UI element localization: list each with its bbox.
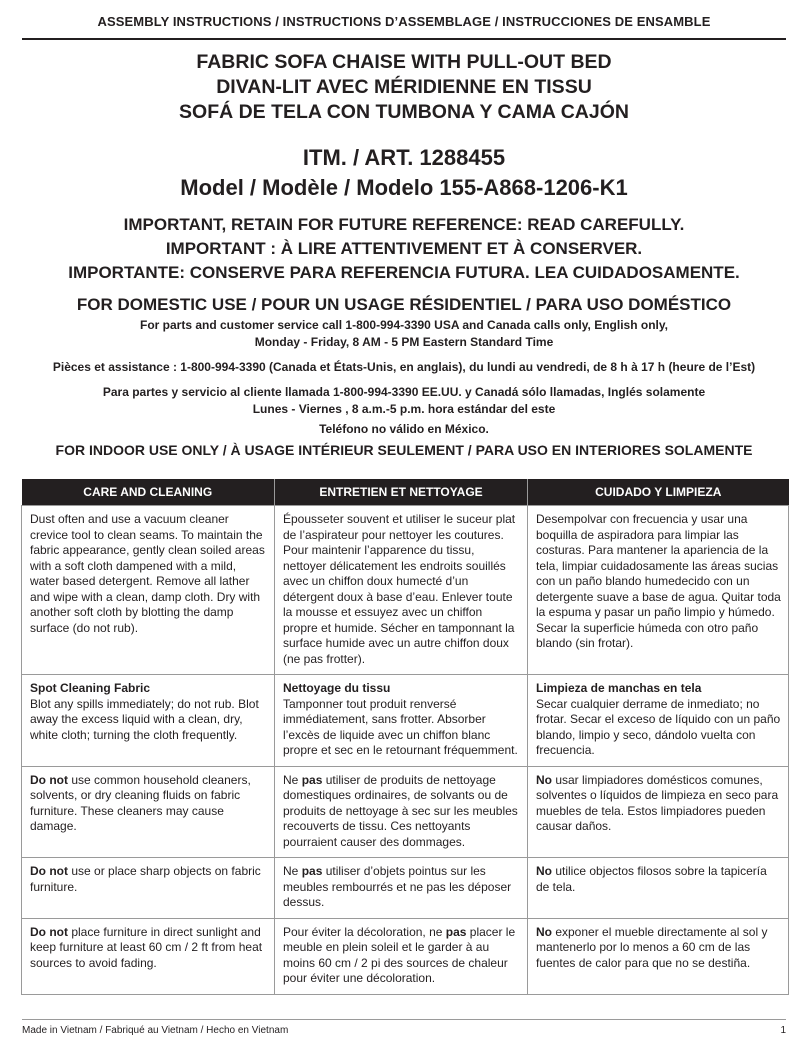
document-header: ASSEMBLY INSTRUCTIONS / INSTRUCTIONS D’ASSEMBLAGE / INSTRUCCIONES DE ENSAMBLE — [97, 14, 711, 29]
cell-text: use or place sharp objects on fabric furniture. — [30, 864, 261, 894]
table-cell-fr — [275, 918, 528, 994]
table-row — [22, 918, 789, 994]
cell-emphasis: No — [536, 864, 552, 878]
cell-text: Tamponner tout produit renversé immédiatement, sans frotter. Absorber l’excès de liquide avec un chiffon blanc propre et sec en le retournant fréquemment. — [283, 696, 518, 757]
product-titles — [20, 50, 788, 125]
important-spanish: IMPORTANTE: CONSERVE PARA REFERENCIA FUTURA. LEA CUIDADOSAMENTE. — [68, 263, 740, 282]
cell-emphasis: Do not — [30, 924, 68, 939]
cell-prefix: Pour éviter la décoloration, ne — [283, 924, 446, 939]
item-number: ITM. / ART. 1288455 — [302, 145, 506, 170]
cell-text: exponer el mueble directamente al sol y mantenerlo por lo menos a 60 cm de las fuentes de calor para que no se destiña. — [536, 924, 768, 970]
table-cell-fr — [275, 675, 528, 767]
cell-emphasis: No — [536, 924, 552, 939]
cell-heading: Spot Cleaning Fabric — [30, 681, 151, 695]
page-number: 1 — [780, 1025, 786, 1036]
table-cell-fr — [275, 766, 528, 858]
important-english: IMPORTANT, RETAIN FOR FUTURE REFERENCE: READ CAREFULLY. — [123, 215, 685, 234]
column-header-english: CARE AND CLEANING — [22, 479, 275, 506]
customer-service-info — [20, 317, 788, 438]
cell-text: utiliser d’objets pointus sur les meubles rembourrés et ne pas les déposer dessus. — [283, 864, 512, 909]
contact-spanish-line-2: Lunes - Viernes , 8 a.m.-5 p.m. hora estándar del este — [252, 402, 556, 416]
title-french: DIVAN-LIT AVEC MÉRIDIENNE EN TISSU — [216, 76, 592, 98]
table-cell-fr — [275, 506, 528, 675]
table-cell-es — [528, 918, 789, 994]
table-cell-en — [22, 858, 275, 919]
table-cell-en — [22, 675, 275, 767]
model-number: Model / Modèle / Modelo 155-A868-1206-K1 — [180, 175, 628, 200]
table-cell-es — [528, 766, 789, 858]
cell-emphasis: pas — [445, 924, 467, 939]
country-of-origin: Made in Vietnam / Fabriqué au Vietnam / Hecho en Vietnam — [22, 1025, 289, 1036]
cell-heading: Limpieza de manchas en tela — [536, 681, 702, 695]
cell-text: place furniture in direct sunlight and keep furniture at least 60 cm / 2 ft from heat sources to avoid fading. — [30, 924, 263, 970]
cell-emphasis: Do not — [30, 864, 68, 878]
cell-emphasis: No — [536, 772, 552, 787]
cell-text: use common household cleaners, solvents, or dry cleaning fluids on fabric furniture. These cleaners may cause damage. — [30, 772, 251, 833]
item-info — [20, 143, 788, 203]
table-row — [22, 766, 789, 858]
important-french: IMPORTANT : À LIRE ATTENTIVEMENT ET À CONSERVER. — [165, 239, 643, 258]
contact-english-line-1: For parts and customer service call 1-800-994-3390 USA and Canada calls only, English only, — [140, 318, 668, 332]
contact-spanish-line-3: Teléfono no válido en México. — [319, 422, 489, 436]
important-notice — [20, 213, 788, 317]
cell-prefix: Ne — [283, 772, 302, 787]
cell-text: Secar cualquier derrame de inmediato; no frotar. Secar el exceso de líquido con un paño blando, limpio y seco, dándolo vuelta con frecuencia. — [536, 696, 781, 757]
domestic-use-notice: FOR DOMESTIC USE / POUR UN USAGE RÉSIDENTIEL / PARA USO DOMÉSTICO — [76, 295, 732, 314]
cell-heading: Nettoyage du tissu — [283, 681, 391, 695]
contact-french: Pièces et assistance : 1-800-994-3390 (Canada et États-Unis, en anglais), du lundi au vendredi, de 8 h à 17 h (heure de l’Est) — [52, 360, 756, 374]
table-cell-es — [528, 675, 789, 767]
header-divider — [22, 38, 786, 40]
table-cell-fr — [275, 858, 528, 919]
table-row — [22, 858, 789, 919]
table-cell-es — [528, 858, 789, 919]
cell-text: usar limpiadores domésticos comunes, solventes o líquidos de limpieza en seco para muebles de tela. Estos limpiadores pueden causar daños. — [536, 772, 779, 833]
table-cell-en — [22, 766, 275, 858]
cell-emphasis: pas — [301, 772, 323, 787]
contact-spanish-line-1: Para partes y servicio al cliente llamada 1-800-994-3390 EE.UU. y Canadá sólo llamadas, Inglés solamente — [102, 385, 706, 399]
table-cell-en — [22, 918, 275, 994]
table-cell-en — [22, 506, 275, 675]
column-header-spanish: CUIDADO Y LIMPIEZA — [528, 479, 789, 506]
cell-text: Dust often and use a vacuum cleaner crevice tool to clean seams. To maintain the fabric appearance, gently clean soiled areas with a soft cloth dampened with a mild, water based detergent. Remove all lather and wipe with a clean, damp cloth. Dry with another soft cloth by blotting the damp surface (do not rub). — [30, 512, 265, 635]
table-cell-es — [528, 506, 789, 675]
column-header-french: ENTRETIEN ET NETTOYAGE — [275, 479, 528, 506]
care-cleaning-table — [21, 479, 789, 995]
cell-emphasis: Do not — [30, 772, 68, 787]
cell-text: placer le meuble en plein soleil et le garder à au moins 60 cm / 2 pi des sources de chaleur pour éviter une décoloration. — [283, 924, 516, 985]
table-row — [22, 675, 789, 767]
contact-english-line-2: Monday - Friday, 8 AM - 5 PM Eastern Standard Time — [254, 335, 554, 349]
footer-divider — [22, 1019, 786, 1020]
cell-text: utiliser de produits de nettoyage domestiques ordinaires, de solvants ou de produits de nettoyage à sec sur les meubles recouverts de tissu. Ces nettoyants pourraient causer des dommages. — [283, 772, 518, 849]
cell-text: Desempolvar con frecuencia y usar una boquilla de aspiradora para limpiar las costuras. Para mantener la apariencia de la tela, limpiar cuidadosamente las áreas sucias con un paño blando humedecido con un detergente suave a base de agua. Quitar toda la espuma y pasar un paño limpio y húmedo. Secar la superficie húmeda con otro paño blando (sin frotar). — [536, 512, 781, 650]
cell-text: utilice objectos filosos sobre la tapicería de tela. — [536, 864, 767, 894]
cell-emphasis: pas — [301, 864, 323, 878]
cell-text: Blot any spills immediately; do not rub. Blot away the excess liquid with a clean, dry, white cloth; turning the cloth frequently. — [30, 696, 259, 742]
cell-text: Épousseter souvent et utiliser le suceur plat de l’aspirateur pour nettoyer les coutures. Pour maintenir l’apparence du tissu, nettoyer délicatement les endroits souillés avec un chiffon doux humecté d’un détergent doux à base d’eau. Enlever toute la mousse et essuyez avec un chiffon propre et humide. Sécher en tamponnant la surface humide avec un autre chiffon doux (ne pas frotter). — [283, 512, 516, 666]
title-spanish: SOFÁ DE TELA CON TUMBONA Y CAMA CAJÓN — [179, 101, 629, 123]
table-row — [22, 506, 789, 675]
table-header-row — [22, 479, 789, 506]
cell-prefix: Ne — [283, 864, 302, 878]
indoor-use-notice: FOR INDOOR USE ONLY / À USAGE INTÉRIEUR SEULEMENT / PARA USO EN INTERIORES SOLAMENTE — [55, 442, 753, 458]
title-english: FABRIC SOFA CHAISE WITH PULL-OUT BED — [196, 51, 612, 73]
